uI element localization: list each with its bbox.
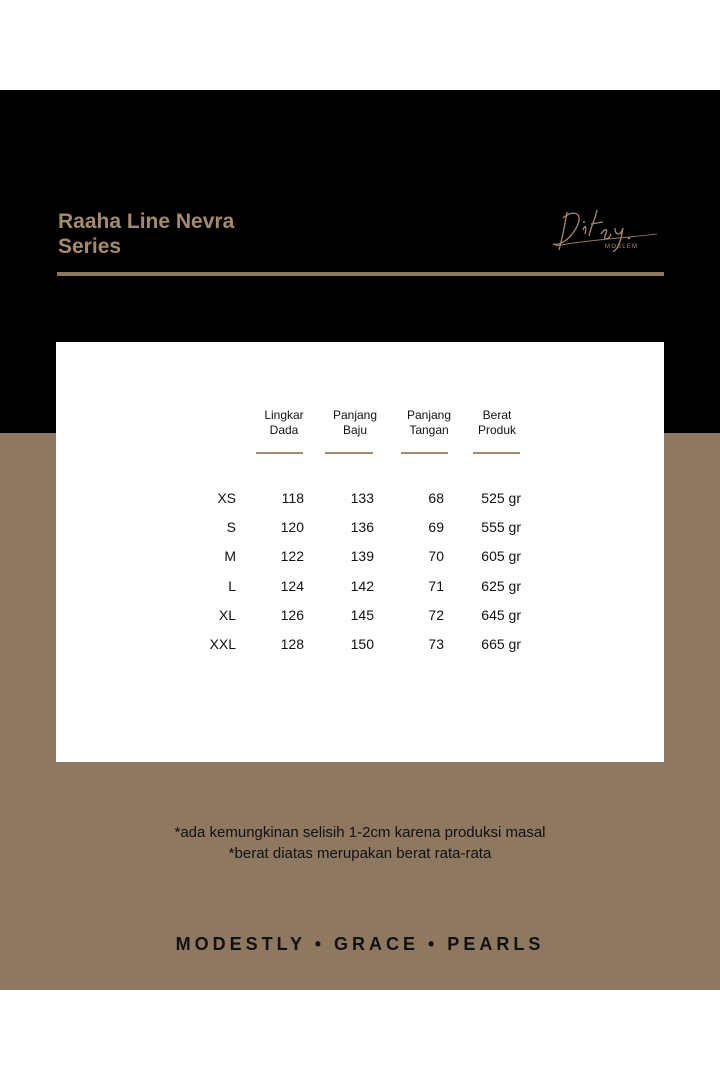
table-cell: 555 gr bbox=[481, 519, 521, 535]
column-underline bbox=[325, 452, 373, 454]
table-cell: 139 bbox=[350, 548, 374, 564]
table-cell: 120 bbox=[280, 519, 304, 535]
table-cell: 71 bbox=[428, 578, 444, 594]
column-underline bbox=[473, 452, 520, 454]
series-title-line2: Series bbox=[58, 235, 122, 258]
size-label: S bbox=[226, 519, 236, 535]
table-cell: 525 gr bbox=[481, 490, 521, 506]
table-cell: 625 gr bbox=[481, 578, 521, 594]
column-underline bbox=[256, 452, 303, 454]
size-label: XS bbox=[217, 490, 236, 506]
table-cell: 150 bbox=[350, 636, 374, 652]
table-cell: 118 bbox=[281, 490, 304, 506]
table-cell: 145 bbox=[350, 607, 374, 623]
table-cell: 133 bbox=[350, 490, 374, 506]
table-cell: 128 bbox=[280, 636, 304, 652]
table-cell: 122 bbox=[280, 548, 304, 564]
series-title bbox=[58, 209, 318, 259]
brand-logo bbox=[545, 200, 670, 260]
table-cell: 136 bbox=[350, 519, 374, 535]
table-cell: 126 bbox=[280, 607, 304, 623]
column-header-berat-produk: Berat Produk bbox=[477, 408, 517, 437]
brand-logo-icon bbox=[545, 200, 670, 260]
size-label: XXL bbox=[209, 636, 236, 652]
column-header-panjang-tangan: Panjang Tangan bbox=[406, 408, 452, 437]
size-label: L bbox=[228, 578, 236, 594]
column-underline bbox=[401, 452, 448, 454]
brand-tagline: MODESTLY • GRACE • PEARLS bbox=[175, 934, 545, 954]
series-title-line1: Raaha Line Nevra bbox=[58, 210, 235, 233]
table-cell: 665 gr bbox=[481, 636, 521, 652]
table-cell: 68 bbox=[428, 490, 444, 506]
footnote-weight-average: *berat diatas merupakan berat rata-rata bbox=[228, 845, 492, 862]
table-cell: 69 bbox=[428, 519, 444, 535]
size-label: M bbox=[224, 548, 236, 564]
table-cell: 645 gr bbox=[481, 607, 521, 623]
table-cell: 605 gr bbox=[481, 548, 521, 564]
table-cell: 73 bbox=[428, 636, 444, 652]
size-label: XL bbox=[218, 607, 236, 623]
table-cell: 142 bbox=[350, 578, 374, 594]
footnotes bbox=[0, 822, 720, 864]
column-header-panjang-baju: Panjang Baju bbox=[332, 408, 378, 437]
header-divider bbox=[57, 272, 664, 276]
footnote-size-tolerance: *ada kemungkinan selisih 1-2cm karena produksi masal bbox=[174, 824, 546, 841]
table-cell: 72 bbox=[428, 607, 444, 623]
size-chart-card bbox=[56, 342, 664, 762]
table-cell: 70 bbox=[428, 548, 444, 564]
logo-subtext: MOSLEM bbox=[605, 244, 639, 250]
column-header-lingkar-dada: Lingkar Dada bbox=[264, 408, 304, 437]
table-cell: 124 bbox=[280, 578, 304, 594]
